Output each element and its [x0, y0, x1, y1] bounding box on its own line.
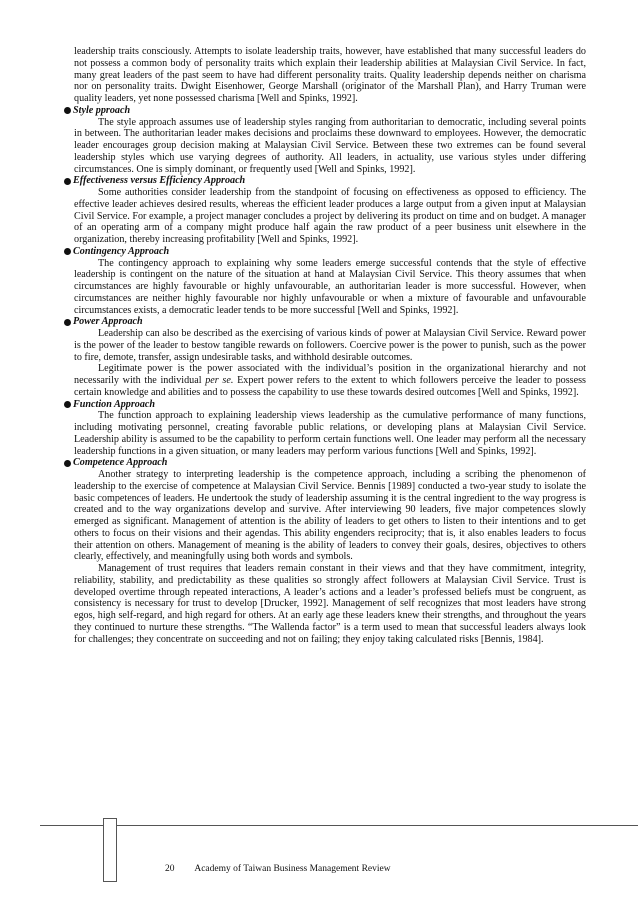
heading-text: Function Approach	[73, 398, 156, 410]
heading-text: Style pproach	[73, 104, 131, 116]
heading-text: Power Approach	[73, 316, 143, 328]
bullet-icon	[64, 107, 71, 114]
section-heading-style	[64, 105, 586, 117]
paragraph-contingency: The contingency approach to explaining why some leaders emerge successful contends that the style of effective leadership is contingent on the nature of the situation at hand at Malaysian Civil Service. This theory assumes that when circumstances are highly favourable or highly unfavourable, an authoritarian leader is more successful. However, when circumstances are neither highly favourable nor highly unfavourable or when a mixture of favourable and unfavourable circumstances exists, a democratic leader tends to be more successful [Well and Spinks, 1992].	[74, 257, 586, 316]
bullet-icon	[64, 460, 71, 467]
journal-title: Academy of Taiwan Business Management Review	[194, 864, 391, 874]
paragraph-competence-2: Management of trust requires that leaders remain constant in their views and that they have commitment, integrity, reliability, stability, and predictability as these qualities so strongly affect followers at Malaysian Civil Service. Trust is developed overtime through repeated interactions, A leader’s actions and a leader’s professed beliefs must be congruent, as consistency is necessary for trust to develop [Drucker, 1992]. Management of self recognizes that most leaders have strong egos, high self-regard, and high regard for others. At an early age these leaders knew their strengths, and throughout the years they continued to nurture these strengths. “The Wallenda factor” is a term used to mean that successful leaders always look for challenges; they concentrate on succeeding and not on failing; they enjoy taking calculated risks [Bennis, 1984].	[74, 563, 586, 645]
paragraph-competence-1: Another strategy to interpreting leadership is the competence approach, including a scribing the phenomenon of leadership to the exercise of competence at Malaysian Civil Service. Bennis [1989] conducted a two-year study to isolate the basic competences of leaders. He undertook the study of leadership assuming it is the central ingredient to the way progress is created and to the way organizations develop and survive. After interviewing 90 leaders, five major competences slowly emerged as significant. Management of attention is the ability of leaders to get others to listen to their intentions and to get others to focus on their visions and their agendas. This ability engenders reciprocity; that is, it also enables leaders to focus their attention on others. Management of meaning is the ability of leaders to convey their goals, desires, objectives to others clearly, effectively, and meaningfully using both words and symbols.	[74, 469, 586, 563]
italic-run: per se.	[205, 375, 234, 386]
paragraph-intro: leadership traits consciously. Attempts to isolate leadership traits, however, have established that many successful leaders do not possess a common body of personality traits which explain their leadership abilities at Malaysian Civil Service. In fact, many great leaders of the past seem to have had different personality traits. Quality leadership depends neither on charisma nor on personality traits. Dwight Eisenhower, George Marshall (originator of the Marshall Plan), and Harry Truman were quality leaders, yet none possessed charisma [Well and Spinks, 1992].	[74, 46, 586, 104]
text-run: Legitimate power is the power associated with the individual’s position in the organizational hierarchy and not necessarily with the individual	[74, 363, 586, 386]
footer-decoration-box	[103, 818, 117, 882]
paragraph-effectiveness: Some authorities consider leadership from the standpoint of focusing on effectiveness as opposed to efficiency. The effective leader achieves desired results, whereas the efficient leader produces a large output from a given input at Malaysian Civil Service. For example, a project manager concludes a project by delivering its product on time and on budget. A manager of an operating arm of a company might produce half again the raw product of a peer business unit elsewhere in the organization, thereby increasing profitability [Well and Spinks, 1992].	[74, 187, 586, 245]
section-heading-function	[64, 399, 586, 411]
section-heading-power	[64, 316, 586, 328]
article-body	[74, 46, 586, 645]
bullet-icon	[64, 178, 71, 185]
text-run: Expert power refers to the extent to which followers perceive the leader to possess certain knowledge and abilities and to possess the capability to use these towards desired outcomes [Well and Spinks, 1992].	[74, 375, 586, 398]
page-footer	[165, 864, 391, 874]
bullet-icon	[64, 248, 71, 255]
section-heading-effectiveness	[64, 175, 586, 187]
heading-text: Contingency Approach	[73, 245, 170, 257]
bullet-icon	[64, 401, 71, 408]
paragraph-power-2	[74, 363, 586, 398]
paragraph-function: The function approach to explaining leadership views leadership as the cumulative performance of many functions, including motivating personnel, creating favorable public relations, or developing plans at Malaysian Civil Service. Leadership ability is assumed to be the capability to perform certain functions well. One leader may perform all the necessary leadership functions in a given situation, or many leaders may perform various functions [Well and Spinks, 1992].	[74, 410, 586, 457]
footer-divider	[40, 825, 638, 826]
paragraph-power-1: Leadership can also be described as the exercising of various kinds of power at Malaysian Civil Service. Reward power is the power of the leader to bestow tangible rewards on followers. Coercive power is the power to punish, such as the power to fire, demote, transfer, assign undesirable tasks, and withhold desirable outcomes.	[74, 328, 586, 363]
page-number: 20	[165, 864, 175, 874]
paragraph-style: The style approach assumes use of leadership styles ranging from authoritarian to democratic, including several points in between. The authoritarian leader makes decisions and proclaims these downward to employees. However, the democratic leader encourages group decision making at Malaysian Civil Service. Between these two extremes can be found several leadership styles which use varying degrees of authority. All leaders, in actuality, use various styles under differing circumstances. One is simply dominant, or frequently used [Well and Spinks, 1992].	[74, 116, 586, 175]
heading-text: Effectiveness versus Efficiency Approach	[73, 175, 246, 187]
heading-text: Competence Approach	[73, 457, 168, 469]
section-heading-competence	[64, 457, 586, 469]
bullet-icon	[64, 319, 71, 326]
section-heading-contingency	[64, 246, 586, 258]
